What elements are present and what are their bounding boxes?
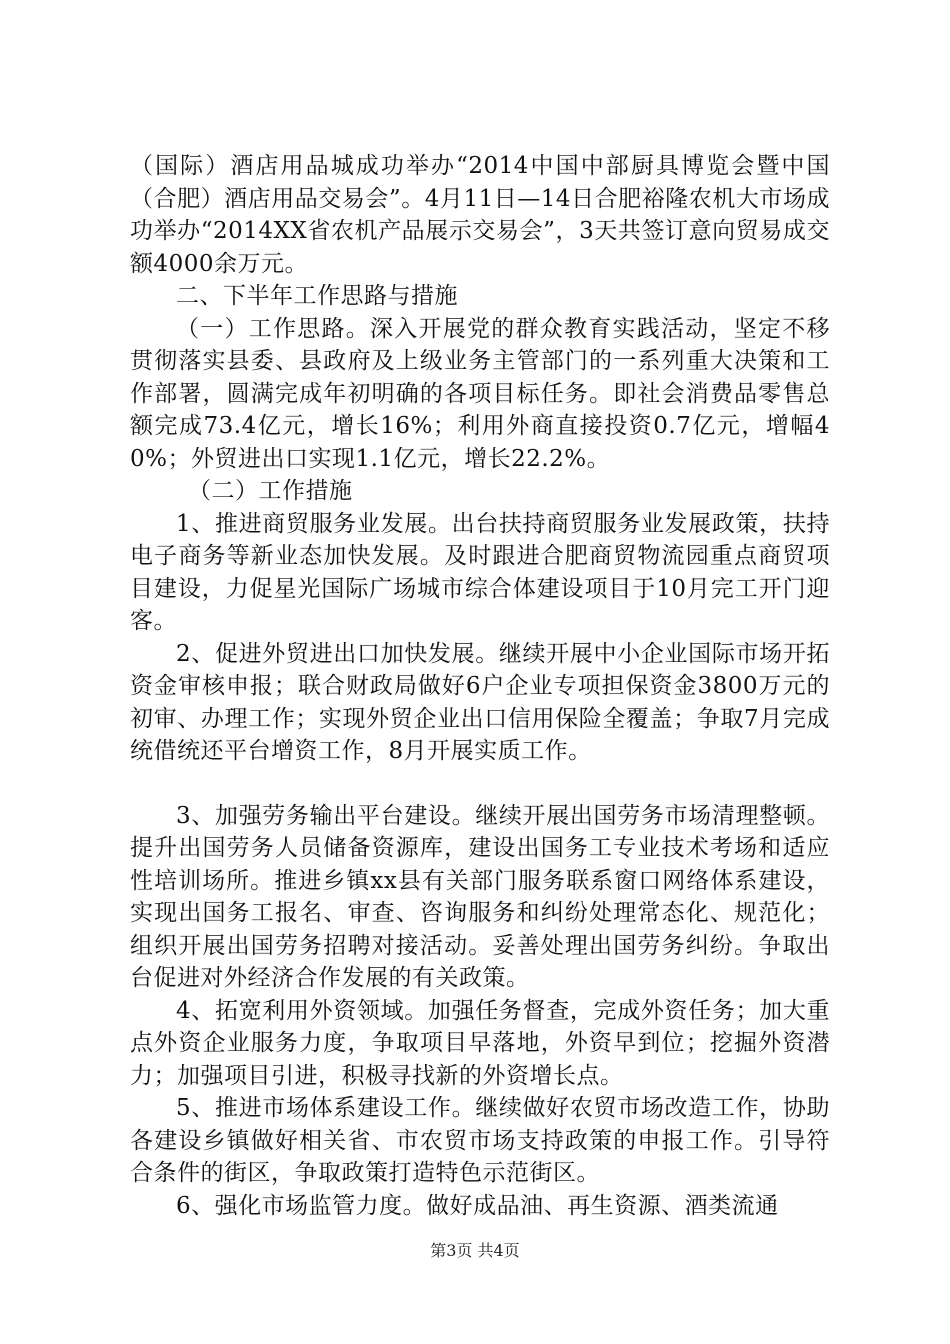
subheading-work-measures: （二）工作措施 — [188, 478, 353, 504]
paragraph-measure-4: 4、拓宽利用外资领域。加强任务督查，完成外资任务；加大重点外资企业服务力度，争取项目早落地，外资早到位；挖掘外资潜力；加强项目引进，积极寻找新的外资增长点。 — [130, 997, 830, 1089]
section-heading-2: 二、下半年工作思路与措施 — [176, 283, 458, 309]
paragraph-continuation: （国际）酒店用品城成功举办“2014中国中部厨具博览会暨中国（合肥）酒店用品交易会”。4月11日—14日合肥裕隆农机大市场成功举办“2014XX省农机产品展示交易会”，3天共签订意向贸易成交额4000余万元。 — [130, 153, 830, 277]
paragraph-measure-5: 5、推进市场体系建设工作。继续做好农贸市场改造工作，协助各建设乡镇做好相关省、市农贸市场支持政策的申报工作。引导符合条件的街区，争取政策打造特色示范街区。 — [130, 1095, 830, 1186]
document-body — [130, 150, 830, 1222]
paragraph-measure-2: 2、促进外贸进出口加快发展。继续开展中小企业国际市场开拓资金审核申报；联合财政局做好6户企业专项担保资金3800万元的初审、办理工作；实现外贸企业出口信用保险全覆盖；争取7月完成统借统还平台增资工作，8月开展实质工作。 — [130, 640, 830, 764]
paragraph-measure-3: 3、加强劳务输出平台建设。继续开展出国劳务市场清理整顿。提升出国劳务人员储备资源库，建设出国务工专业技术考场和适应性培训场所。推进乡镇xx县有关部门服务联系窗口网络体系建设，实现出国务工报名、审查、咨询服务和纠纷处理常态化、规范化；组织开展出国劳务招聘对接活动。妥善处理出国劳务纠纷。争取出台促进对外经济合作发展的有关政策。 — [130, 802, 830, 991]
paragraph-measure-6: 6、强化市场监管力度。做好成品油、再生资源、酒类流通 — [176, 1192, 779, 1219]
paragraph-measure-1: 1、推进商贸服务业发展。出台扶持商贸服务业发展政策，扶持电子商务等新业态加快发展。及时跟进合肥商贸物流园重点商贸项目建设，力促星光国际广场城市综合体建设项目于10月完工开门迎客。 — [130, 510, 830, 634]
paragraph-work-ideas: （一）工作思路。深入开展党的群众教育实践活动，坚定不移贯彻落实县委、县政府及上级业务主管部门的一系列重大决策和工作部署，圆满完成年初明确的各项目标任务。即社会消费品零售总额完成73.4亿元，增长16%；利用外商直接投资0.7亿元，增幅40%；外贸进出口实现1.1亿元，增长22.2%。 — [130, 315, 830, 472]
page-number-footer: 第3页 共4页 — [430, 1241, 520, 1260]
